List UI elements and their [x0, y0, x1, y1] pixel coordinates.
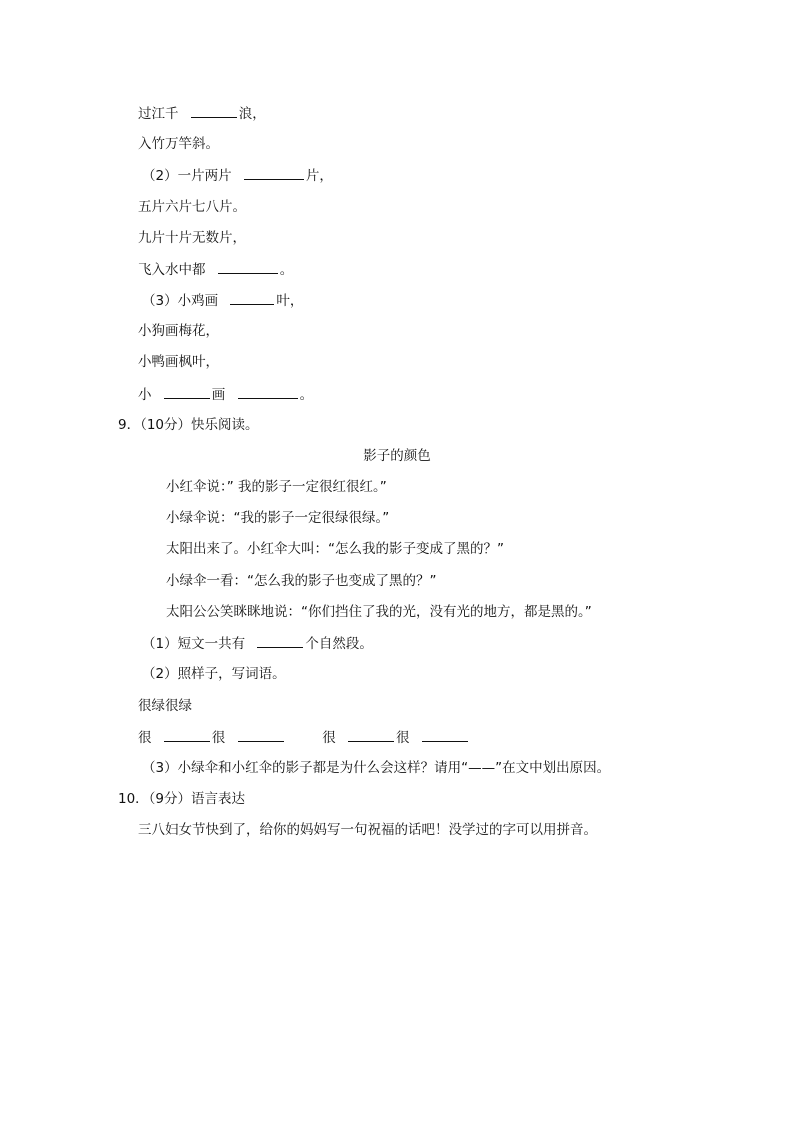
poem3-line1-post: 叶，	[276, 293, 304, 309]
poem2-line3: 九片十片无数片，	[138, 230, 246, 246]
answer-blank[interactable]	[218, 260, 278, 274]
poem1-line3-post: 浪，	[238, 106, 266, 122]
hen-char: 很	[211, 730, 226, 746]
poem2-line4-pre: 飞入水中都	[138, 262, 206, 278]
poem2-line1-pre: （2）一片两片	[142, 168, 232, 184]
q9-word-row	[138, 728, 468, 746]
answer-blank[interactable]	[164, 385, 210, 399]
q9-sub2: （2）照样子，写词语。	[142, 666, 286, 682]
q9-sub1	[142, 634, 373, 652]
answer-blank[interactable]	[422, 728, 468, 742]
poem2-line1	[142, 166, 333, 184]
answer-blank[interactable]	[164, 728, 210, 742]
q10-text: 三八妇女节快到了，给你的妈妈写一句祝福的话吧！没学过的字可以用拼音。	[138, 822, 597, 838]
answer-blank[interactable]	[230, 291, 274, 305]
poem3-line4	[138, 385, 313, 403]
q9-header: 9．（10分）快乐阅读。	[118, 417, 259, 433]
poem2-line4-post: 。	[279, 262, 294, 278]
poem2-line2: 五片六片七八片。	[138, 199, 246, 215]
answer-blank[interactable]	[257, 634, 303, 648]
poem3-line4-post: 。	[299, 387, 314, 403]
poem2-line1-post: 片，	[305, 168, 333, 184]
answer-blank[interactable]	[244, 166, 304, 180]
passage-paragraph-4: 小绿伞一看：“怎么我的影子也变成了黑的？”	[166, 573, 437, 589]
poem1-line4: 入竹万竿斜。	[138, 136, 219, 152]
passage-title: 影子的颜色	[363, 448, 431, 464]
poem3-line2: 小狗画梅花，	[138, 323, 219, 339]
hen-char: 很	[138, 730, 152, 746]
poem3-line4-mid: 画	[211, 387, 226, 403]
q9-example: 很绿很绿	[138, 698, 192, 714]
passage-paragraph-3: 太阳出来了。小红伞大叫：“怎么我的影子变成了黑的？”	[166, 541, 504, 557]
poem3-line1	[142, 291, 303, 309]
hen-char: 很	[322, 730, 336, 746]
passage-paragraph-5: 太阳公公笑眯眯地说：“你们挡住了我的光，没有光的地方，都是黑的。”	[166, 604, 592, 620]
poem3-line1-pre: （3）小鸡画	[142, 293, 219, 309]
poem1-line3	[138, 104, 266, 122]
answer-blank[interactable]	[238, 385, 298, 399]
poem2-line4	[138, 260, 293, 278]
poem3-line3: 小鸭画枫叶，	[138, 354, 219, 370]
passage-paragraph-1: 小红伞说：” 我的影子一定很红很红。”	[166, 479, 387, 495]
q9-sub3: （3）小绿伞和小红伞的影子都是为什么会这样？请用“——”在文中划出原因。	[142, 760, 611, 776]
q9-sub1-pre: （1）短文一共有	[142, 636, 246, 652]
answer-blank[interactable]	[191, 104, 237, 118]
poem1-line3-pre: 过江千	[138, 106, 179, 122]
q10-header: 10．（9分）语言表达	[118, 791, 246, 807]
answer-blank[interactable]	[238, 728, 284, 742]
hen-char: 很	[395, 730, 410, 746]
poem3-line4-pre: 小	[138, 387, 152, 403]
q9-sub1-post: 个自然段。	[305, 636, 373, 652]
answer-blank[interactable]	[348, 728, 394, 742]
passage-paragraph-2: 小绿伞说：“我的影子一定很绿很绿。”	[166, 510, 390, 526]
